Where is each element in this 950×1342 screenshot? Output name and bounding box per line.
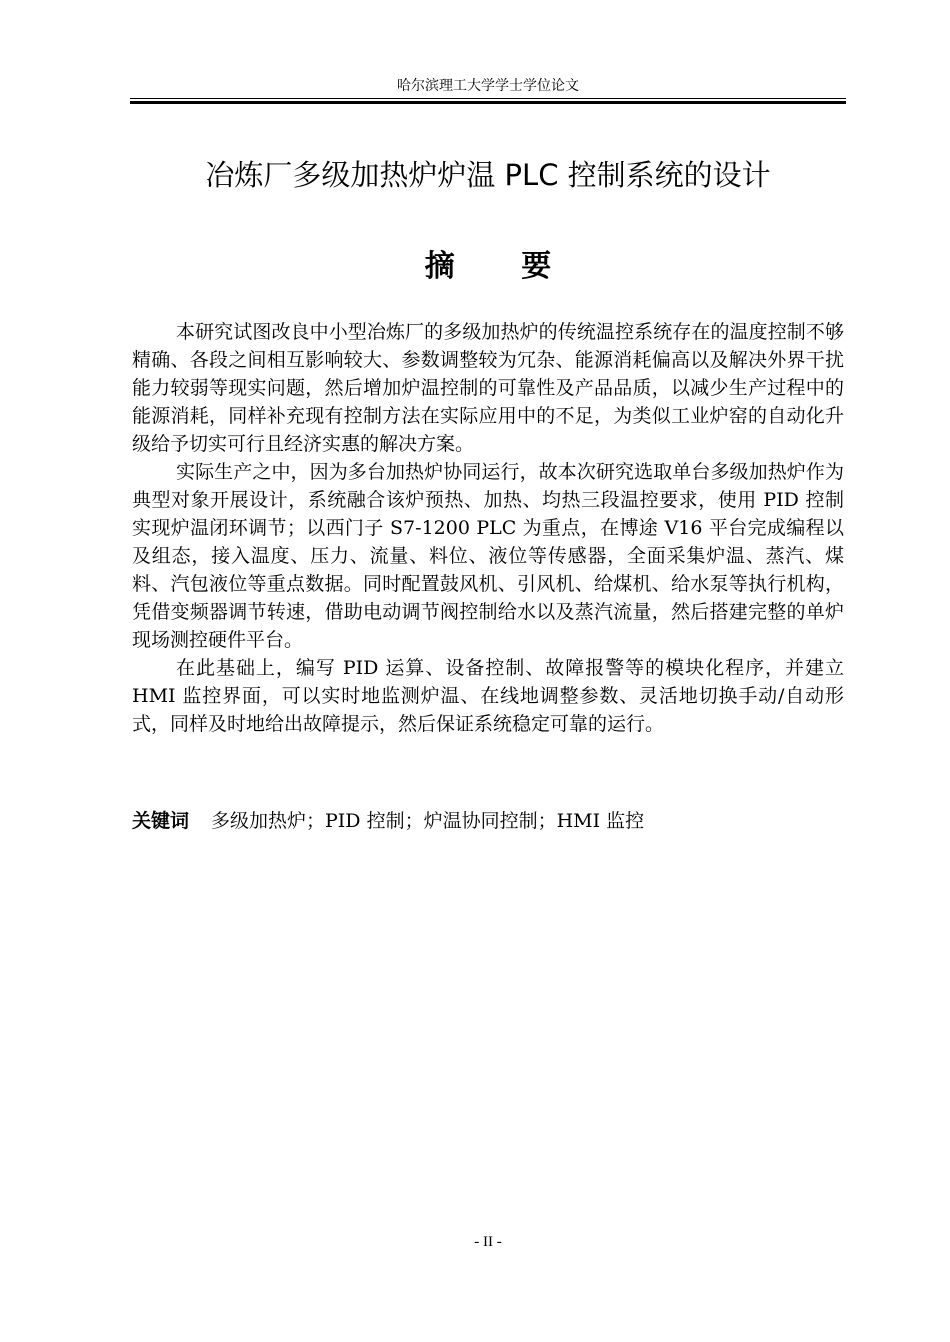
abstract-paragraph-3: 在此基础上，编写 PID 运算、设备控制、故障报警等的模块化程序，并建立 HMI 监控界面，可以实时地监测炉温、在线地调整参数、灵活地切换手动/自动形式，同样及时地给出故障提示，然后保证系统稳定可靠的运行。 [132, 657, 844, 735]
keywords-text: 多级加热炉；PID 控制；炉温协同控制；HMI 监控 [211, 810, 645, 832]
header-rule-thick [130, 101, 846, 104]
abstract-heading: 摘 要 [424, 249, 580, 284]
abstract-paragraph-2: 实际生产之中，因为多台加热炉协同运行，故本次研究选取单台多级加热炉作为典型对象开展设计，系统融合该炉预热、加热、均热三段温控要求，使用 PID 控制实现炉温闭环调节；以西门子 S7-1200 PLC 为重点，在博途 V16 平台完成编程以及组态，接入温度、压力、流量、料位、液位等传感器，全面采集炉温、蒸汽、煤料、汽包液位等重点数据。同时配置鼓风机、引风机、给煤机、给水泵等执行机构，凭借变频器调节转速，借助电动调节阀控制给水以及蒸汽流量，然后搭建完整的单炉现场测控硬件平台。 [132, 461, 844, 651]
header-rule-thin [130, 98, 846, 99]
running-header: 哈尔滨理工大学学士学位论文 [397, 78, 579, 94]
abstract-body [132, 318, 844, 738]
abstract-paragraph-1: 本研究试图改良中小型冶炼厂的多级加热炉的传统温控系统存在的温度控制不够精确、各段之间相互影响较大、参数调整较为冗杂、能源消耗偏高以及解决外界干扰能力较弱等现实问题，然后增加炉温控制的可靠性及产品品质，以减少生产过程中的能源消耗，同样补充现有控制方法在实际应用中的不足，为类似工业炉窑的自动化升级给予切实可行且经济实惠的解决方案。 [132, 321, 844, 455]
keywords-line [132, 806, 844, 836]
thesis-title: 冶炼厂多级加热炉炉温 PLC 控制系统的设计 [205, 158, 771, 192]
page-number: - II - [474, 1234, 502, 1250]
keywords-label: 关键词 [132, 810, 190, 832]
